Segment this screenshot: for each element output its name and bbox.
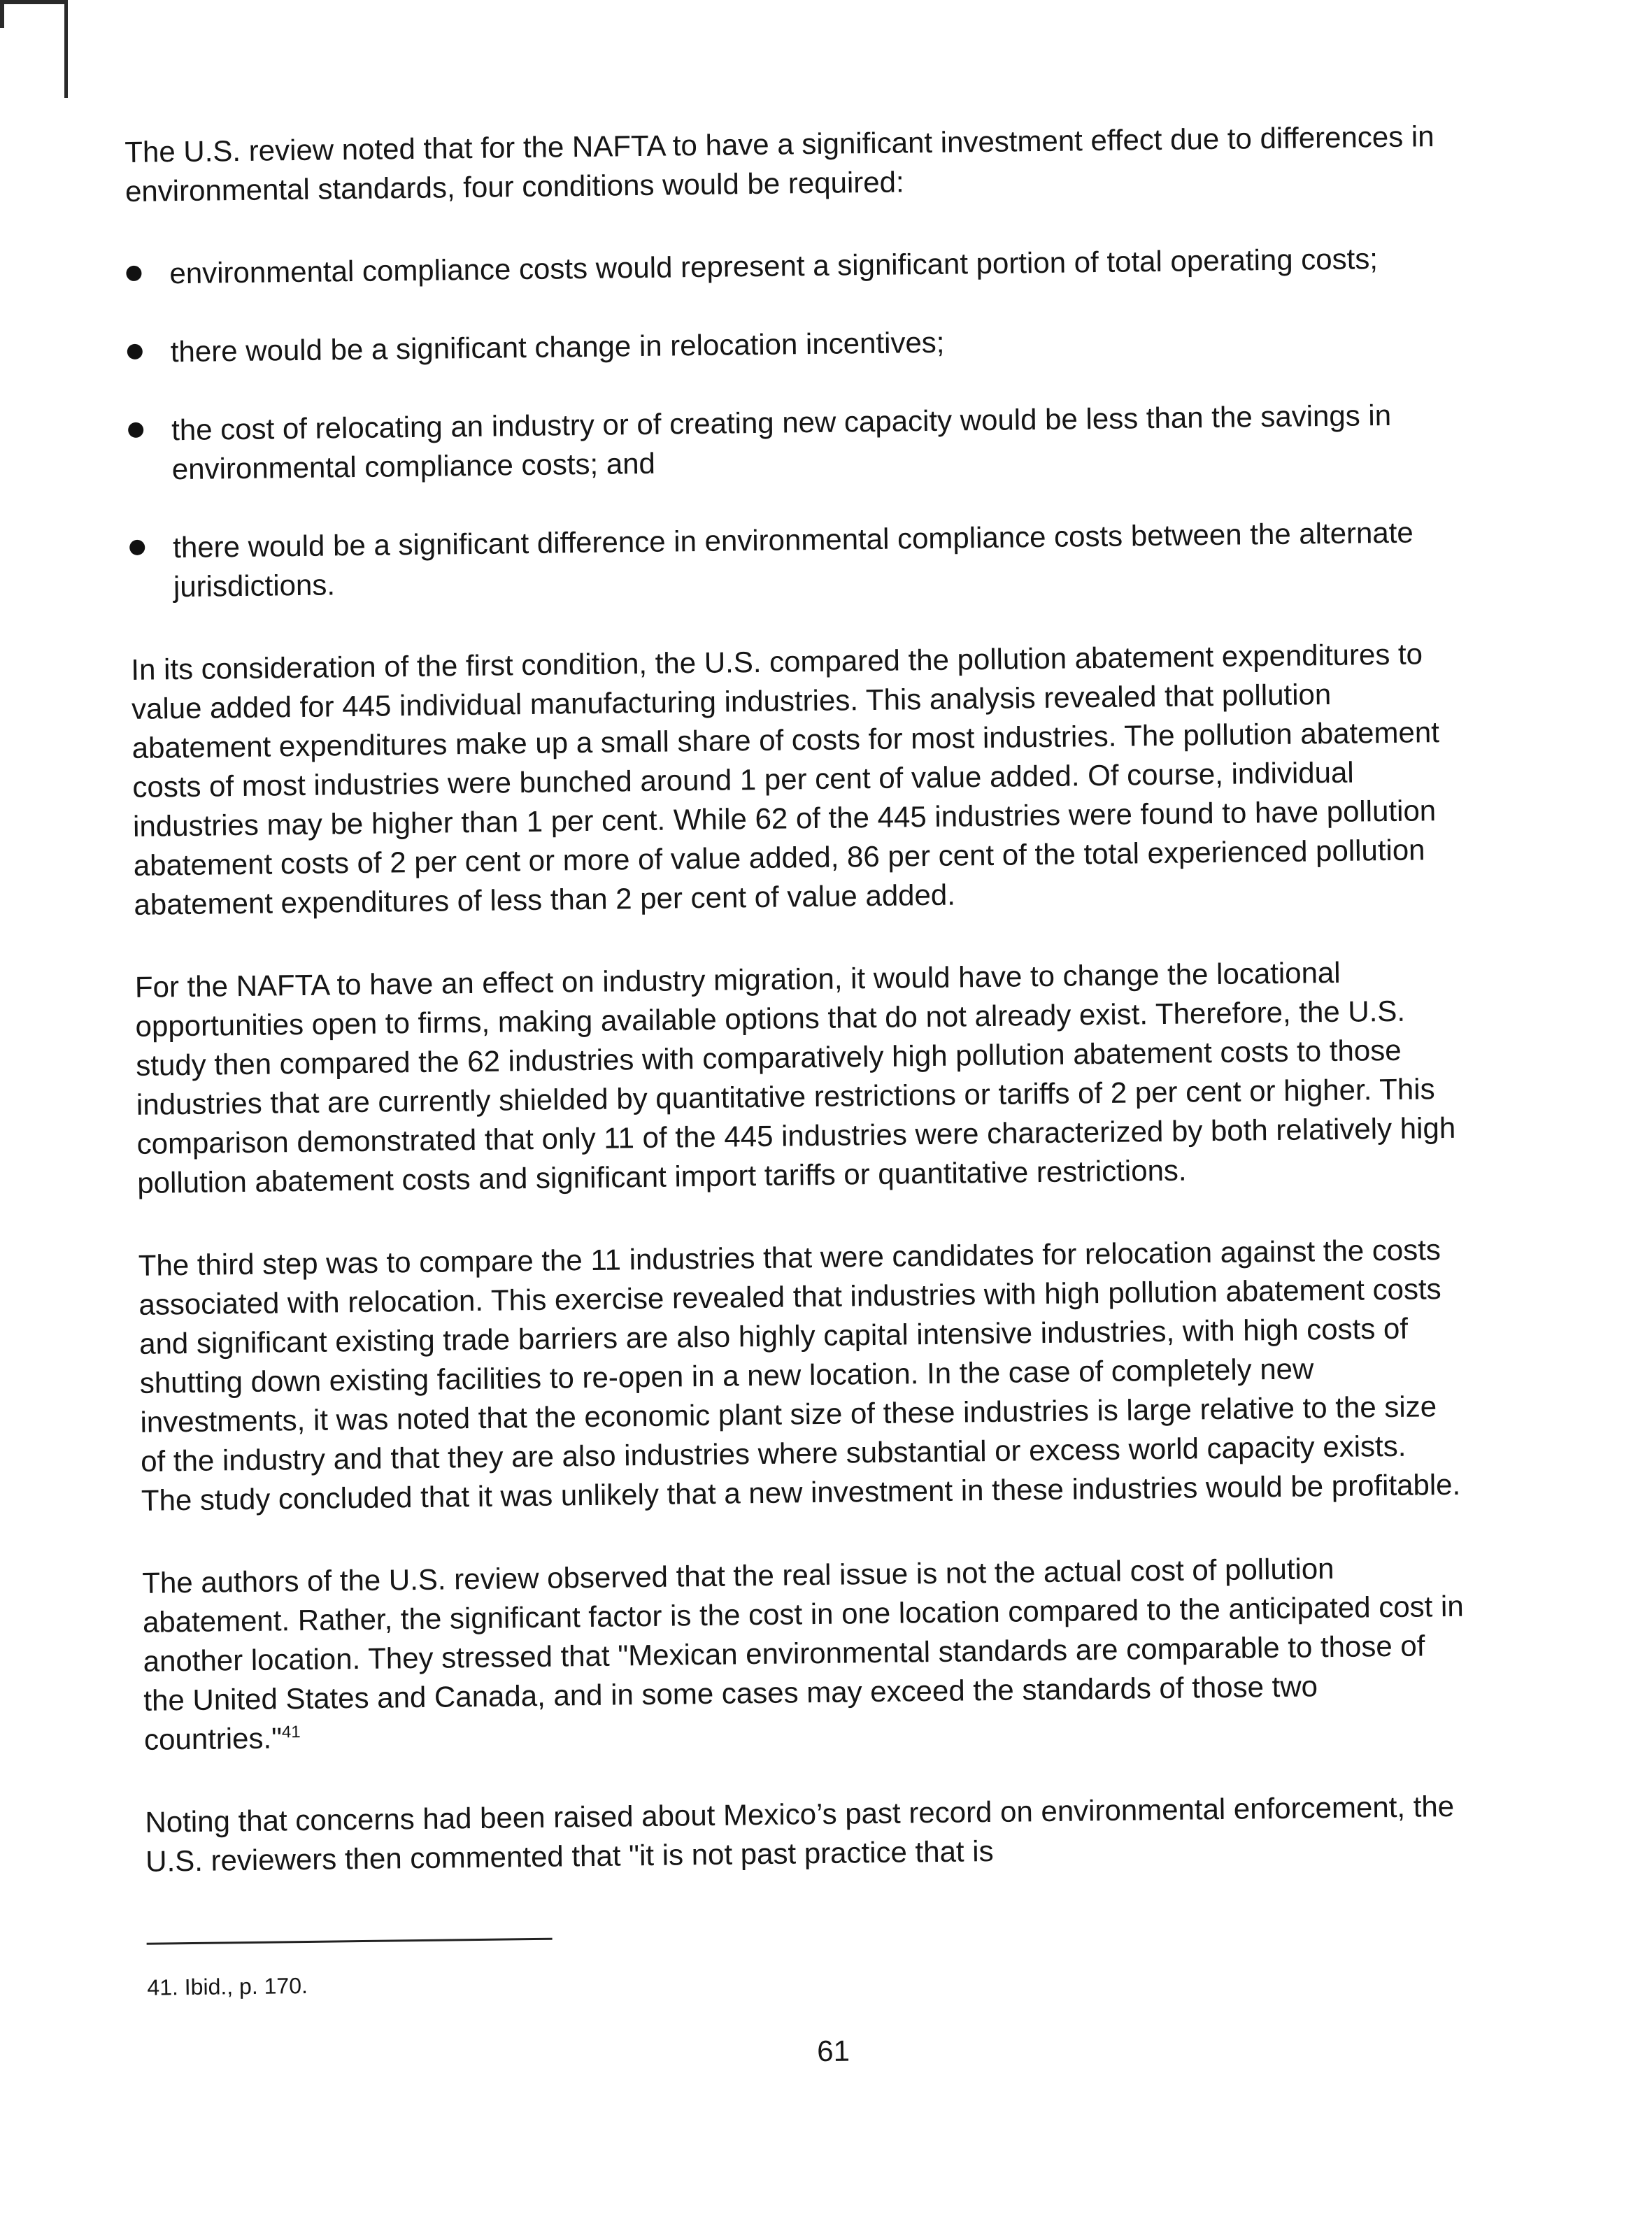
intro-paragraph: The U.S. review noted that for the NAFTA to have a significant investment effect due to differences in environmental standards, four conditions would be required: (124, 120, 1434, 208)
document-page (124, 117, 1470, 2079)
conditions-list (126, 238, 1452, 607)
industry-migration-paragraph: For the NAFTA to have an effect on industry migration, it would have to change the locational opportunities open to firms, making available options that do not already exist. Therefore, the U.S. study then compared the 62 industries with comparatively high pollution abatement costs to those industries that are currently shielded by quantitative restrictions or tariffs of 2 per cent or higher. This comparison demonstrated that only 11 of the 445 industries were characterized by both relatively high pollution abatement costs and significant import tariffs or quantitative restrictions. (134, 955, 1456, 1199)
condition-item (127, 317, 1449, 372)
bullet-icon (127, 344, 143, 359)
scan-edge-mark-left (64, 0, 68, 98)
bullet-icon (129, 540, 145, 555)
condition-item (128, 395, 1451, 490)
condition-text: there would be a significant change in relocation incentives; (170, 325, 945, 369)
condition-text: there would be a significant difference in environmental compliance costs between the alternate jurisdictions. (172, 515, 1414, 604)
condition-item (126, 238, 1448, 294)
authors-paragraph (142, 1548, 1466, 1760)
page-number: 61 (816, 2034, 850, 2068)
first-condition-paragraph: In its consideration of the first condition, the U.S. compared the pollution abatement expenditures to value added for 445 individual manufacturing industries. This analysis revealed that pollution abatement expenditures make up a small share of costs for most industries. The pollution abatement costs of most industries were bunched around 1 per cent of value added. Of course, individual industries may be higher than 1 per cent. While 62 of the 445 industries were found to have pollution abatement costs of 2 per cent or more of value added, 86 per cent of the total experienced pollution abatement expenditures of less than 2 per cent of value added. (131, 637, 1440, 921)
footnote-divider (147, 1938, 553, 1945)
condition-item (129, 513, 1452, 607)
bullet-icon (128, 422, 143, 438)
condition-text: the cost of relocating an industry or of creating new capacity would be less than the savings in environmental compliance costs; and (171, 398, 1392, 486)
condition-text: environmental compliance costs would represent a significant portion of total operating costs; (169, 242, 1379, 290)
closing-paragraph: Noting that concerns had been raised about Mexico’s past record on environmental enforcement, the U.S. reviewers then commented that "it is not past practice that is (145, 1789, 1455, 1878)
scan-edge-mark-top (0, 0, 67, 4)
footnote: 41. Ibid., p. 170. (147, 1972, 308, 2000)
scan-edge-mark-corner (0, 0, 4, 28)
authors-paragraph-text: The authors of the U.S. review observed that the real issue is not the actual cost of pollution abatement. Rather, the significant factor is the cost in one location compared to the anticipated cost in another location. They stressed that "Mexican environmental standards are comparable to those of the United States and Canada, and in some cases may exceed the standards of those two countries." (142, 1552, 1464, 1756)
footnote-reference: 41 (281, 1723, 301, 1742)
third-step-paragraph: The third step was to compare the 11 industries that were candidates for relocation against the costs associated with relocation. This exercise revealed that industries with high pollution abatement costs and significant existing trade barriers are also highly capital intensive industries, with high costs of shutting down existing facilities to re-open in a new location. In the case of completely new investments, it was noted that the economic plant size of these industries is large relative to the size of the industry and that they are also industries where substantial or excess world capacity exists. The study concluded that it was unlikely that a new investment in these industries would be profitable. (138, 1233, 1461, 1517)
bullet-icon (126, 266, 141, 281)
